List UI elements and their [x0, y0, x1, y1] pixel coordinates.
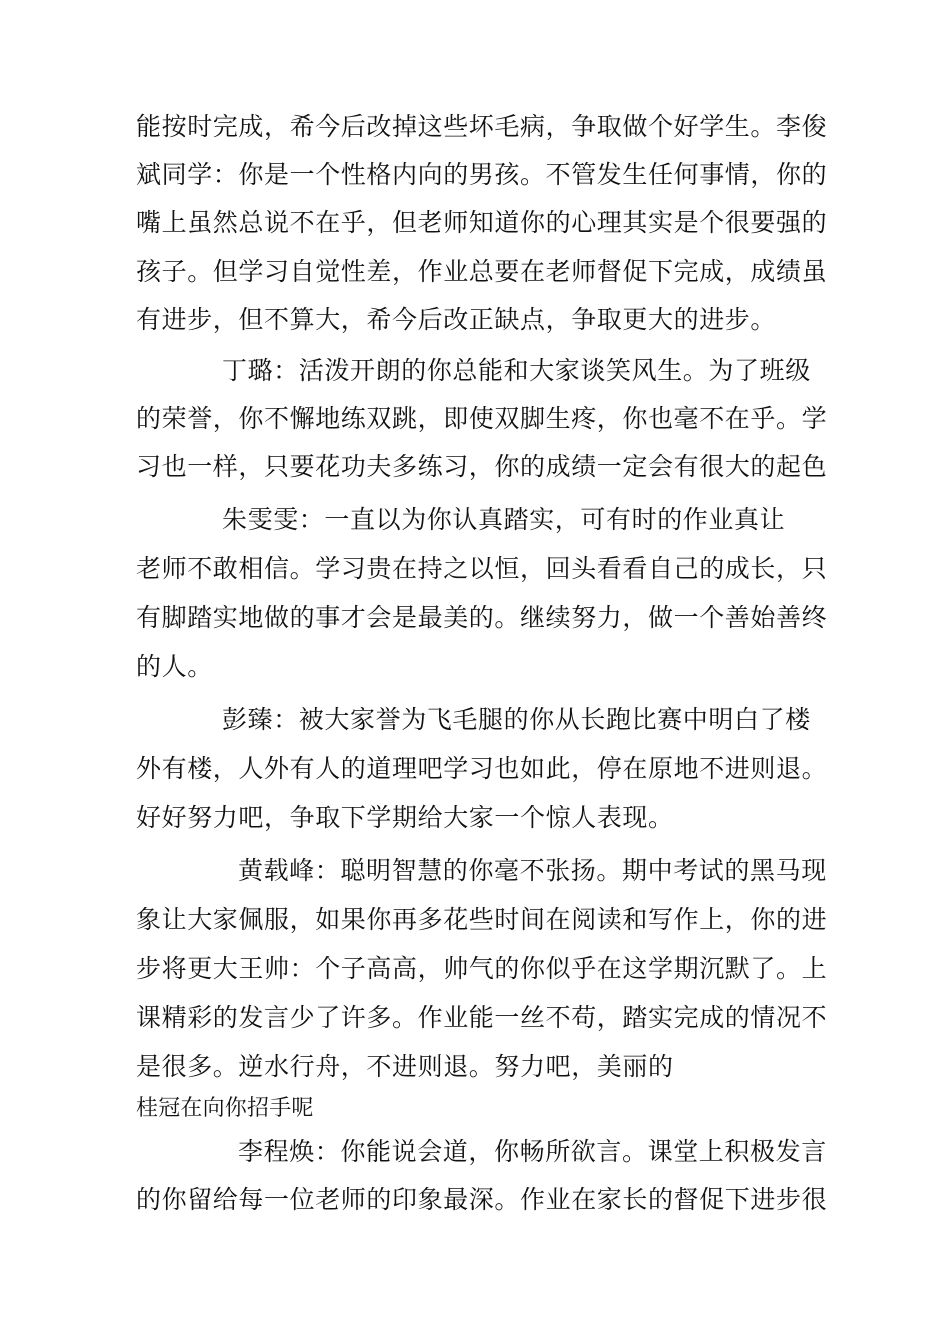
text-line: 外有楼，人外有人的道理吧学习也如此，停在原地不进则退。 [136, 754, 828, 783]
text-line: 象让大家佩服，如果你再多花些时间在阅读和写作上，你的进 [136, 905, 828, 934]
text-line: 有进步，但不算大，希今后改正缺点，争取更大的进步。 [136, 305, 777, 334]
text-line: 是很多。逆水行舟，不进则退。努力吧，美丽的 [136, 1052, 674, 1081]
text-line: 的你留给每一位老师的印象最深。作业在家长的督促下进步很 [136, 1185, 828, 1214]
text-line: 李程焕：你能说会道，你畅所欲言。课堂上积极发言 [238, 1137, 827, 1166]
text-line: 能按时完成，希今后改掉这些坏毛病，争取做个好学生。李俊 [136, 112, 828, 141]
text-line: 好好努力吧，争取下学期给大家一个惊人表现。 [136, 803, 674, 832]
text-line: 的荣誉，你不懈地练双跳，即使双脚生疼，你也毫不在乎。学 [136, 404, 828, 433]
text-line: 课精彩的发言少了许多。作业能一丝不苟，踏实完成的情况不 [136, 1003, 828, 1032]
text-line: 习也一样，只要花功夫多练习，你的成绩一定会有很大的起色 [136, 452, 828, 481]
text-line: 桂冠在向你招手呢 [136, 1096, 314, 1121]
text-line: 步将更大王帅：个子高高，帅气的你似乎在这学期沉默了。上 [136, 954, 828, 983]
text-line: 丁璐：活泼开朗的你总能和大家谈笑风生。为了班级 [222, 356, 811, 385]
text-line: 斌同学：你是一个性格内向的男孩。不管发生任何事情，你的 [136, 160, 828, 189]
text-line: 嘴上虽然总说不在乎，但老师知道你的心理其实是个很要强的 [136, 208, 828, 237]
text-line: 的人。 [136, 652, 213, 681]
text-line: 老师不敢相信。学习贵在持之以恒，回头看看自己的成长，只 [136, 554, 828, 583]
text-line: 有脚踏实地做的事才会是最美的。继续努力，做一个善始善终 [136, 603, 828, 632]
text-line: 朱雯雯：一直以为你认真踏实，可有时的作业真让 [222, 505, 786, 534]
text-line: 黄载峰：聪明智慧的你毫不张扬。期中考试的黑马现 [238, 856, 827, 885]
text-line: 孩子。但学习自觉性差，作业总要在老师督促下完成，成绩虽 [136, 257, 828, 286]
text-line: 彭臻：被大家誉为飞毛腿的你从长跑比赛中明白了楼 [222, 705, 811, 734]
